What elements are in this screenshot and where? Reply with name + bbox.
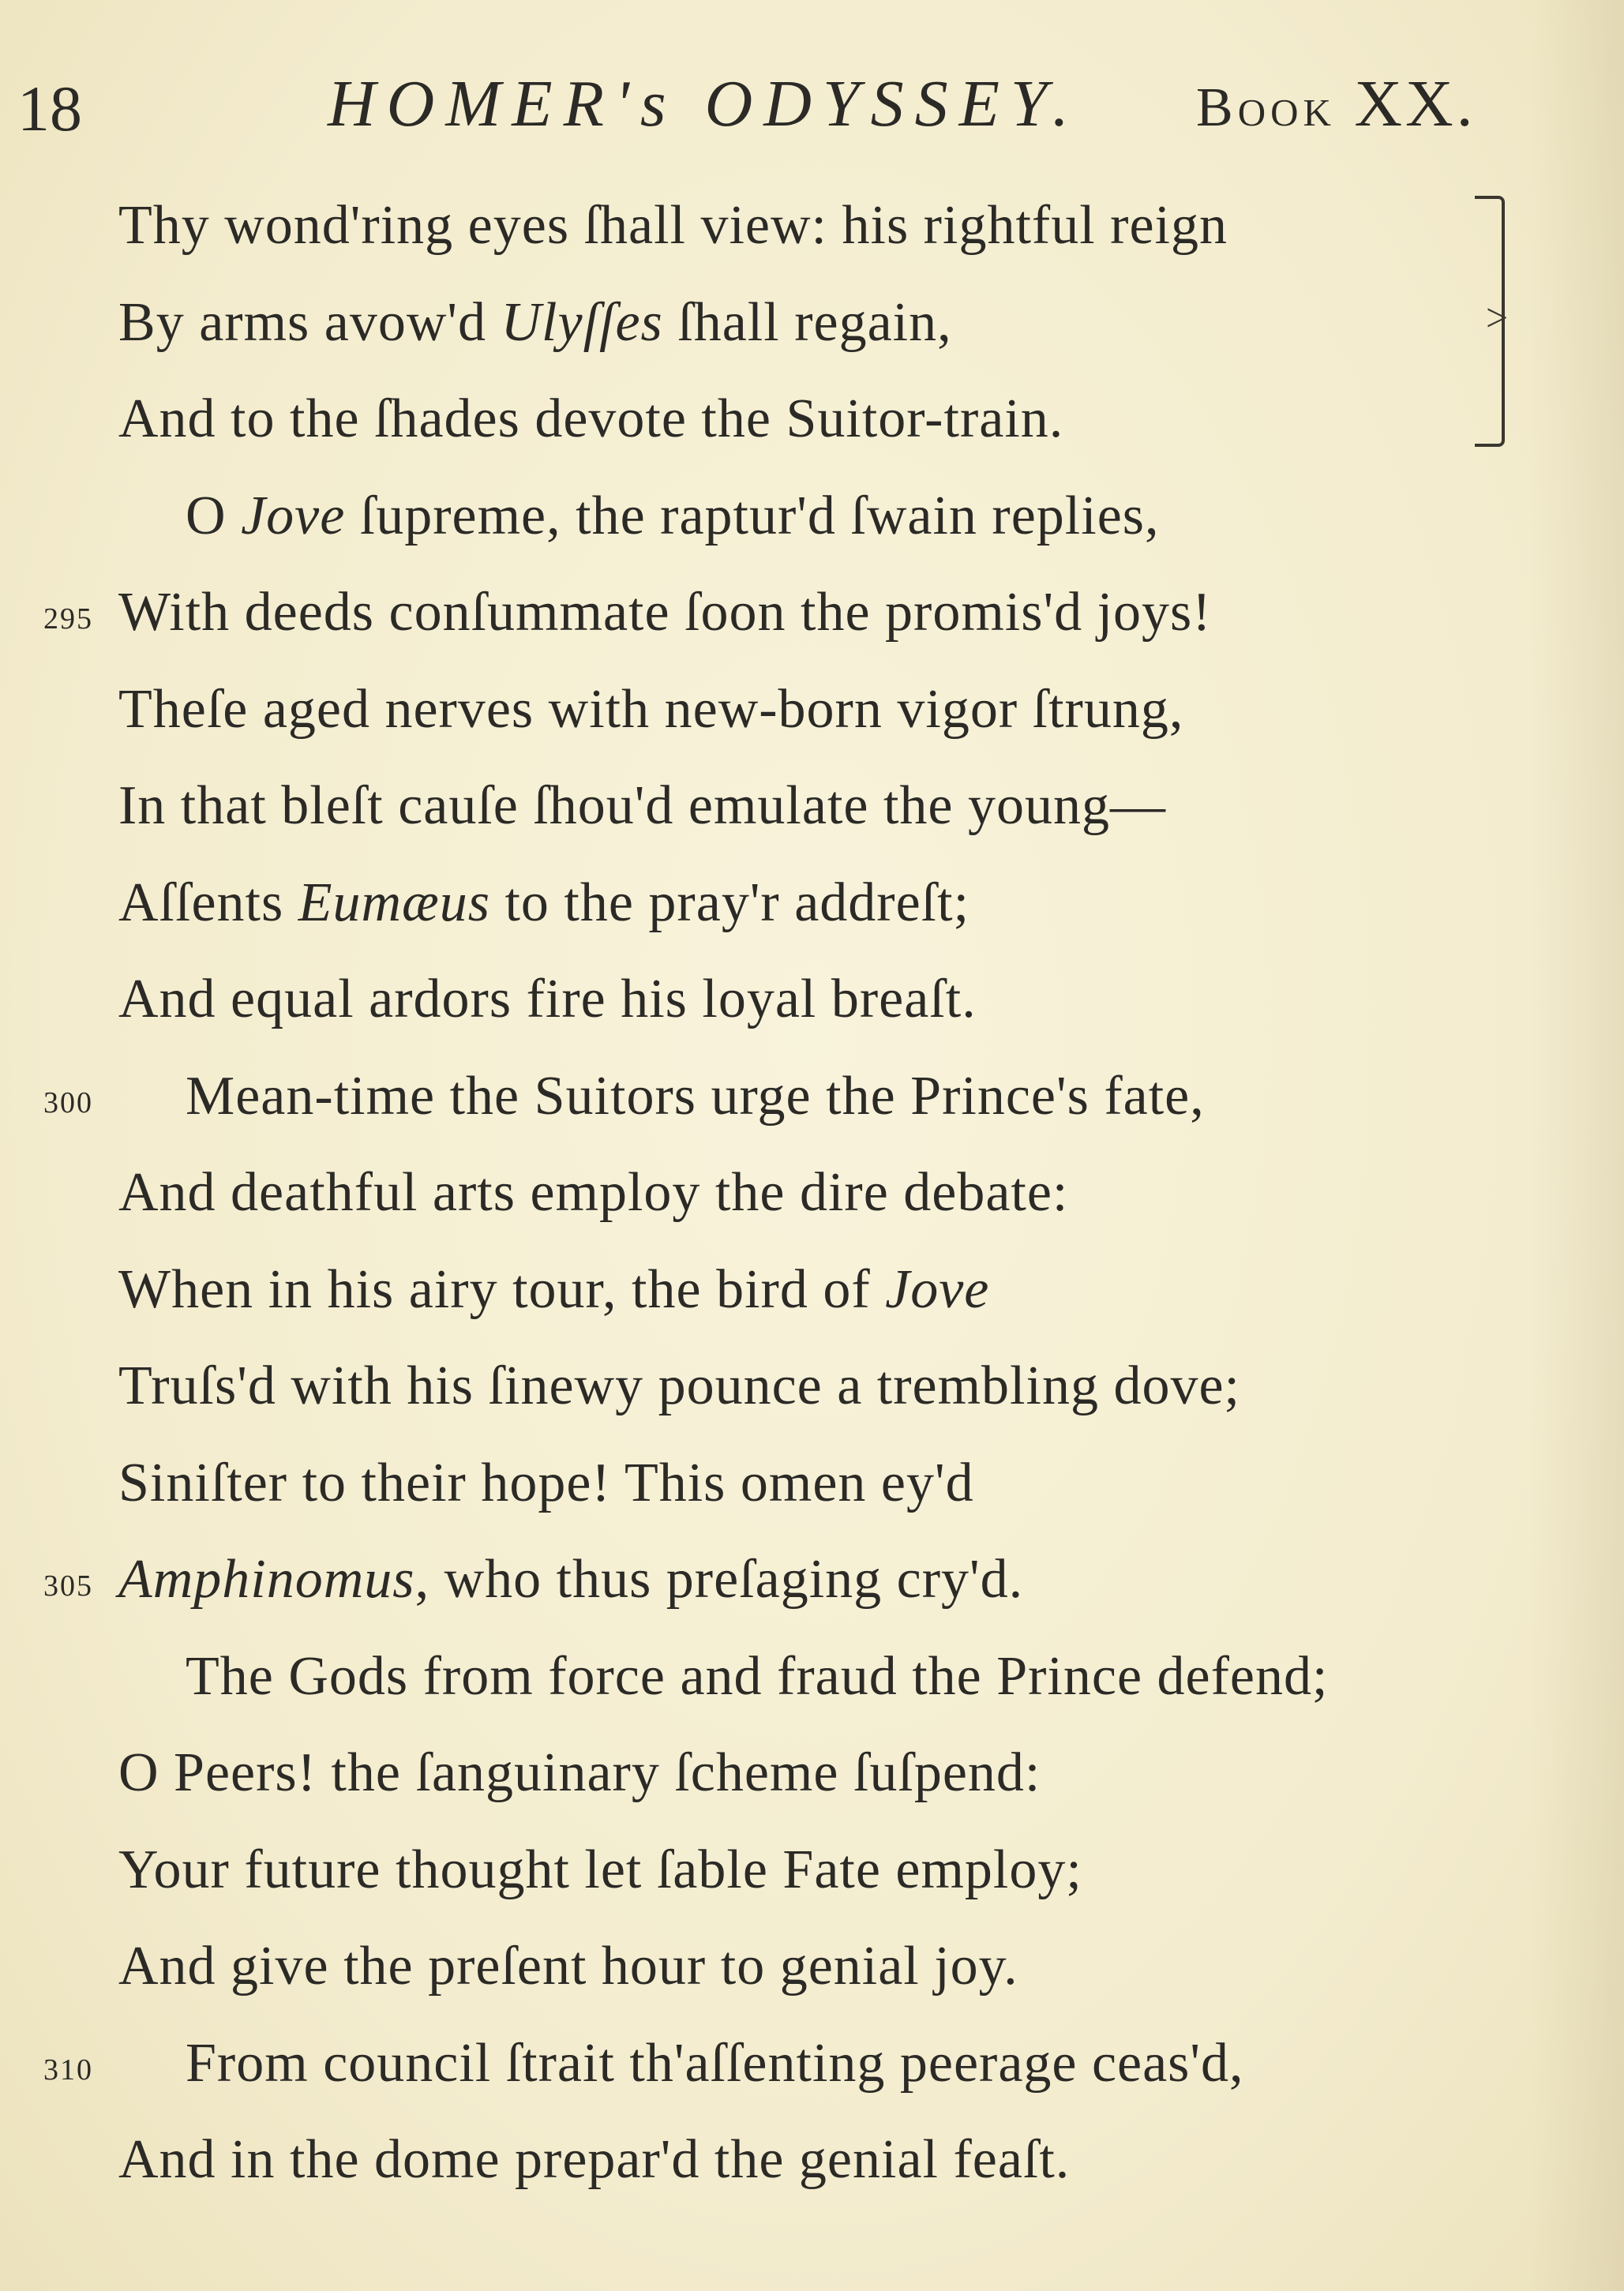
verse-text-part: ſhall regain,: [662, 291, 952, 353]
verse-line: [0, 1048, 1624, 1146]
verse-text-part: Mean-time the Suitors urge the Prince's fate,: [186, 1065, 1205, 1127]
verse-text: [186, 1629, 1328, 1726]
verse-line: [0, 371, 1624, 468]
verse-text-part: And deathful arts employ the dire debate:: [118, 1162, 1069, 1223]
verse-line: [0, 662, 1624, 759]
verse-text: [118, 951, 977, 1048]
verse-text: [118, 371, 1063, 468]
verse-lines: [0, 178, 1624, 2209]
verse-line: [0, 564, 1624, 662]
verse-line: [0, 468, 1624, 565]
verse-text-part: O Peers! the ſanguinary ſcheme ſuſpend:: [118, 1742, 1041, 1803]
book-label: [1196, 65, 1476, 148]
verse-text-part: In that bleſt cauſe ſhou'd emulate the young—: [118, 775, 1166, 836]
verse-text: [118, 1725, 1041, 1822]
verse-text-part: O: [186, 485, 242, 546]
verse-line: [0, 855, 1624, 952]
verse-text-part: , who thus preſaging cry'd.: [414, 1549, 1024, 1610]
verse-text-part: to the pray'r addreſt;: [489, 872, 970, 933]
line-number: 295: [43, 602, 93, 636]
verse-line: [0, 1145, 1624, 1242]
verse-text-part: The Gods from force and fraud the Prince defend;: [186, 1645, 1329, 1707]
verse-text-part: And to the ſhades devote the Suitor-train.: [118, 388, 1064, 449]
verse-text-part: ſupreme, the raptur'd ſwain replies,: [345, 485, 1160, 546]
verse-text: [118, 758, 1166, 855]
triplet-brace-point: >: [1486, 295, 1509, 339]
verse-text-part: When in his airy tour, the bird of: [118, 1258, 886, 1320]
verse-line: [0, 1629, 1624, 1726]
verse-line: [0, 1435, 1624, 1532]
verse-text-part: From council ſtrait th'aſſenting peerage ceas'd,: [186, 2032, 1244, 2094]
verse-italic-name: Jove: [885, 1258, 990, 1320]
verse-line: [0, 1338, 1624, 1435]
verse-text-part: With deeds conſummate ſoon the promis'd joys!: [118, 582, 1212, 643]
verse-text: [186, 2015, 1244, 2113]
running-title: HOMER's ODYSSEY.: [328, 67, 1080, 141]
verse-text: [118, 564, 1212, 662]
verse-text: [118, 2112, 1070, 2209]
book-word: Book: [1196, 77, 1336, 138]
verse-text-part: Theſe aged nerves with new-born vigor ſtrung,: [118, 678, 1184, 740]
verse-text: [118, 1145, 1068, 1242]
verse-text-part: Thy wond'ring eyes ſhall view: his rightful reign: [118, 195, 1228, 256]
verse-line: [0, 1532, 1624, 1629]
verse-italic-name: Amphinomus: [118, 1549, 415, 1610]
verse-line: [0, 2112, 1624, 2209]
verse-line: [0, 1242, 1624, 1339]
verse-italic-name: Jove: [241, 485, 346, 546]
verse-text: [186, 468, 1160, 565]
verse-text-part: Siniſter to their hope! This omen ey'd: [118, 1452, 974, 1513]
verse-line: [0, 178, 1624, 275]
verse-text: [118, 178, 1228, 275]
verse-text: [118, 1435, 974, 1532]
verse-line: [0, 1918, 1624, 2015]
verse-text: [118, 1338, 1240, 1435]
line-number: 300: [43, 1086, 93, 1119]
page-number: 18: [17, 73, 82, 144]
line-number: 310: [43, 2053, 93, 2087]
verse-text: [118, 662, 1183, 759]
verse-text: [118, 1822, 1082, 1919]
verse-text-part: Your future thought let ſable Fate employ;: [118, 1839, 1082, 1900]
book-numeral: XX.: [1354, 67, 1476, 141]
verse-line: [0, 758, 1624, 855]
verse-text-part: And give the preſent hour to genial joy.: [118, 1936, 1018, 1997]
verse-text-part: And equal ardors fire his loyal breaſt.: [118, 969, 977, 1029]
verse-text-part: Aſſents: [118, 872, 298, 933]
verse-text: [118, 1242, 989, 1339]
verse-italic-name: Ulyſſes: [501, 291, 663, 353]
line-number: 305: [43, 1569, 93, 1603]
verse-text: [118, 1532, 1023, 1629]
verse-text: [118, 275, 952, 372]
verse-line: [0, 1725, 1624, 1822]
verse-text-part: By arms avow'd: [118, 291, 501, 353]
running-header: [0, 55, 1624, 142]
verse-line: [0, 275, 1624, 372]
verse-text-part: And in the dome prepar'd the genial feaſt.: [118, 2129, 1071, 2190]
verse-line: [0, 1822, 1624, 1919]
verse-line: [0, 951, 1624, 1048]
verse-text: [118, 1918, 1018, 2015]
verse-italic-name: Eumæus: [298, 872, 490, 933]
verse-line: [0, 2015, 1624, 2113]
verse-text: [186, 1048, 1205, 1146]
verse-text-part: Truſs'd with his ſinewy pounce a trembling dove;: [118, 1355, 1240, 1416]
verse-text: [118, 855, 970, 952]
